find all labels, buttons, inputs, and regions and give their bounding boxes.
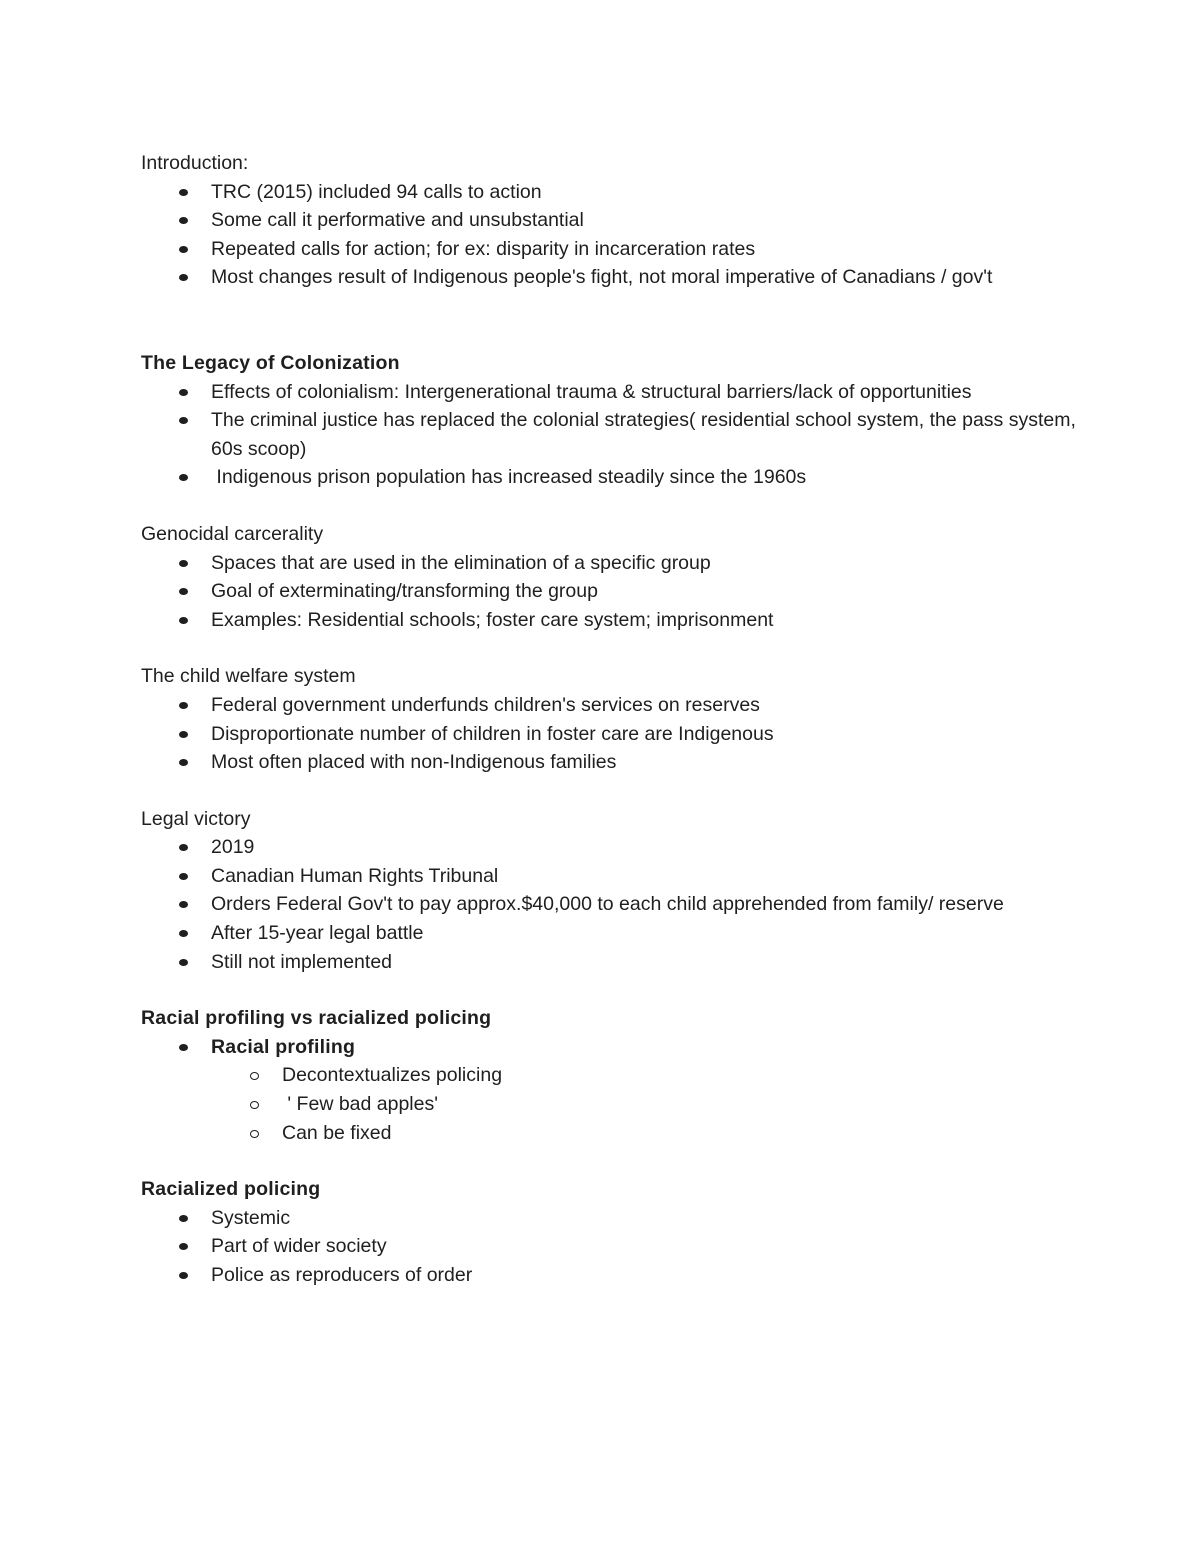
bullet-icon bbox=[179, 1272, 188, 1279]
bullet-icon bbox=[179, 246, 188, 253]
bullet-icon bbox=[179, 189, 188, 196]
bullet-list-profiling bbox=[141, 1033, 1081, 1147]
bullet-list-genocidal bbox=[141, 549, 1081, 635]
bullet-icon bbox=[179, 474, 188, 481]
bullet-icon bbox=[179, 588, 188, 595]
bullet-icon bbox=[179, 901, 188, 908]
list-item: Orders Federal Gov't to pay approx.$40,000 to each child apprehended from family/ reserve bbox=[141, 890, 1081, 919]
bullet-list-racialized bbox=[141, 1204, 1081, 1290]
bullet-icon bbox=[179, 1044, 188, 1051]
list-item: 2019 bbox=[141, 833, 1081, 862]
list-item: Most often placed with non-Indigenous families bbox=[141, 748, 1081, 777]
list-item: Spaces that are used in the elimination of a specific group bbox=[141, 549, 1081, 578]
list-item: After 15-year legal battle bbox=[141, 919, 1081, 948]
bullet-icon bbox=[179, 873, 188, 880]
bullet-icon bbox=[179, 702, 188, 709]
bullet-icon bbox=[179, 217, 188, 224]
list-item: TRC (2015) included 94 calls to action bbox=[141, 178, 1081, 207]
hollow-bullet-icon bbox=[250, 1072, 259, 1080]
bullet-icon bbox=[179, 617, 188, 624]
list-item: Repeated calls for action; for ex: disparity in incarceration rates bbox=[141, 235, 1081, 264]
bullet-icon bbox=[179, 560, 188, 567]
list-item: The criminal justice has replaced the colonial strategies( residential school system, the pass system, 60s scoop) bbox=[141, 406, 1081, 463]
bullet-icon bbox=[179, 844, 188, 851]
bullet-icon bbox=[179, 1243, 188, 1250]
spacer bbox=[141, 1147, 1081, 1175]
spacer bbox=[141, 976, 1081, 1004]
bullet-icon bbox=[179, 959, 188, 966]
list-item: Racial profiling bbox=[141, 1033, 1081, 1062]
list-item: Effects of colonialism: Intergenerational trauma & structural barriers/lack of opportunities bbox=[141, 378, 1081, 407]
bullet-icon bbox=[179, 759, 188, 766]
section-heading-introduction: Introduction: bbox=[141, 152, 249, 174]
spacer bbox=[141, 634, 1081, 662]
bullet-list-child-welfare bbox=[141, 691, 1081, 777]
list-item: Some call it performative and unsubstantial bbox=[141, 206, 1081, 235]
section-heading-legacy: The Legacy of Colonization bbox=[141, 351, 400, 374]
bullet-icon bbox=[179, 389, 188, 396]
section-heading-genocidal: Genocidal carcerality bbox=[141, 522, 324, 545]
section-heading-profiling: Racial profiling vs racialized policing bbox=[141, 1007, 492, 1030]
document-page bbox=[141, 149, 1081, 1290]
list-item: Still not implemented bbox=[141, 948, 1081, 977]
list-item: Examples: Residential schools; foster care system; imprisonment bbox=[141, 606, 1081, 635]
list-item: Disproportionate number of children in foster care are Indigenous bbox=[141, 720, 1081, 749]
section-heading-legal-victory: Legal victory bbox=[141, 807, 251, 830]
spacer bbox=[141, 292, 1081, 349]
sub-list-item: Can be fixed bbox=[141, 1119, 1081, 1148]
section-heading-child-welfare: The child welfare system bbox=[141, 665, 356, 688]
bullet-list-introduction bbox=[141, 178, 1081, 292]
hollow-bullet-icon bbox=[250, 1101, 259, 1109]
spacer bbox=[141, 492, 1081, 520]
section-heading-racialized: Racialized policing bbox=[141, 1178, 321, 1201]
list-item: Systemic bbox=[141, 1204, 1081, 1233]
bullet-list-legal-victory bbox=[141, 833, 1081, 976]
list-item: Federal government underfunds children's services on reserves bbox=[141, 691, 1081, 720]
hollow-bullet-icon bbox=[250, 1130, 259, 1138]
bullet-icon bbox=[179, 417, 188, 424]
list-item: Part of wider society bbox=[141, 1232, 1081, 1261]
sub-list-item: Decontextualizes policing bbox=[141, 1061, 1081, 1090]
list-item: Canadian Human Rights Tribunal bbox=[141, 862, 1081, 891]
bullet-icon bbox=[179, 1215, 188, 1222]
bullet-list-legacy bbox=[141, 378, 1081, 492]
bullet-icon bbox=[179, 274, 188, 281]
bullet-icon bbox=[179, 731, 188, 738]
list-item: Indigenous prison population has increased steadily since the 1960s bbox=[141, 463, 1081, 492]
bullet-icon bbox=[179, 930, 188, 937]
list-item: Most changes result of Indigenous people's fight, not moral imperative of Canadians / gov't bbox=[141, 263, 1081, 292]
spacer bbox=[141, 777, 1081, 805]
list-item: Police as reproducers of order bbox=[141, 1261, 1081, 1290]
list-item: Goal of exterminating/transforming the group bbox=[141, 577, 1081, 606]
sub-list-item: ' Few bad apples' bbox=[141, 1090, 1081, 1119]
